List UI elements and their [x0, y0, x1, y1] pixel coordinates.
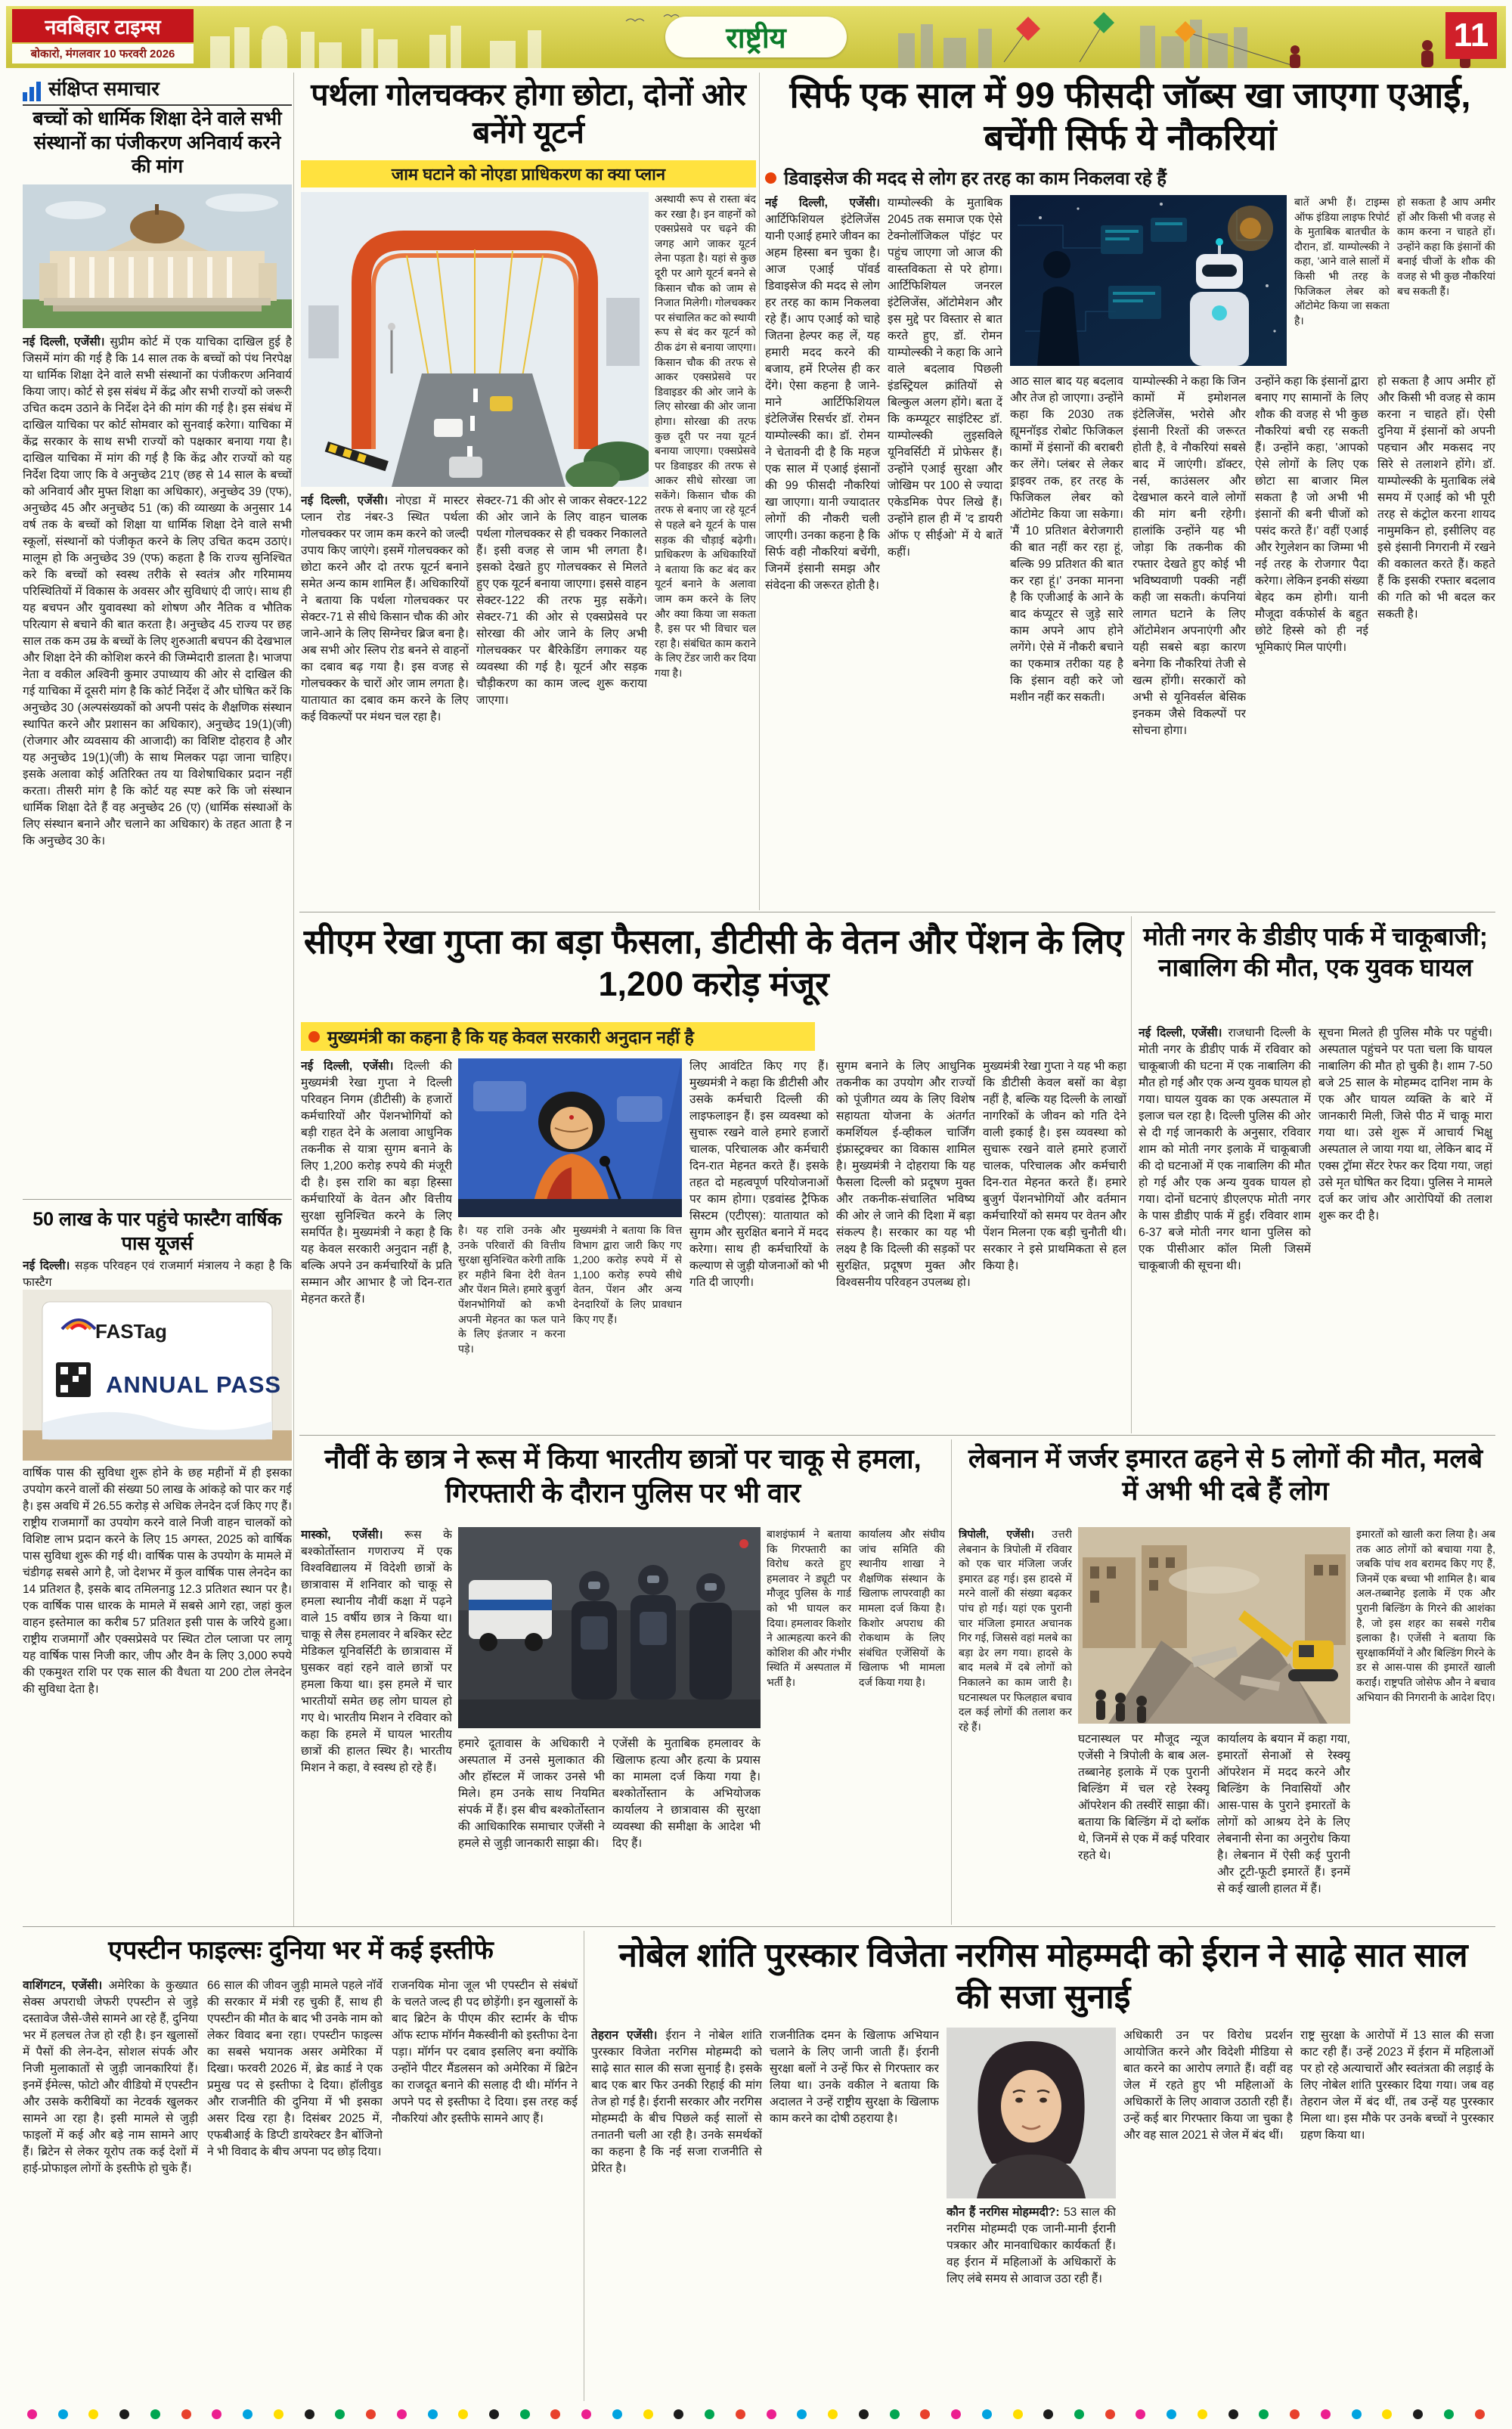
- color-dot: [890, 2409, 900, 2419]
- narges-mohammadi-photo: [947, 2028, 1116, 2198]
- column-rule: [1131, 916, 1132, 1433]
- nobel-col-3: [947, 2204, 1116, 2396]
- color-dot: [705, 2409, 714, 2419]
- nobel-col-4: अधिकारी उन पर विरोध प्रदर्शन आयोजित करने और विदेशी मीडिया से बात करने का आरोप लगाते हैं। वहीं वह जेल में रहते हुए भी महिलाओं के अधिकारों के लिए आवाज उठाती रही हैं। उन्हें कई बार गिरफ्तार किया जा चुका है और वह साल 2021 से जेल में बंद थीं।: [1123, 2029, 1293, 2142]
- nobel-col-2: राजनीतिक दमन के खिलाफ अभियान चलाने के लिए जानी जाती हैं। ईरानी सुरक्षा बलों ने उन्हें फिर से गिरफ्तार कर लिया था। उनके वकील ने बताया कि अदालत ने उन्हें राष्ट्रीय सुरक्षा के खिलाफ काम करने का दोषी ठहराया है।: [770, 2029, 939, 2125]
- ai-col-right-2: हो सकता है आप अमीर हों और किसी भी वजह से काम करना न चाहते हों। उन्होंने कहा कि इंसानों की बनाई चीजों के शौक की वजह से भी कुछ नौकरियां बच सकती हैं।: [1397, 196, 1495, 297]
- lebanon-col-2: घटनास्थल पर मौजूद न्यूज एजेंसी ने त्रिपोली के बाब अल-तब्बानेह इलाके में एक पुरानी बिल्डिंग में चल रहे रेस्क्यू ऑपरेशन की तस्वीरें साझा कीं। बताया कि बिल्डिंग में दो ब्लॉक थे, जिनमें से एक में कई परिवार रहते थे।: [1078, 1733, 1210, 1862]
- dtc-col-2: है। यह राशि उनके और उनके परिवारों की वित्तीय सुरक्षा सुनिश्चित करेगी ताकि हर महीने बिना देरी वेतन और पेंशन मिले। हमारे बुजुर्ग पेंशनभोगियों को कभी अपनी मेहनत का फल पाने के लिए इंतजार न करना पड़े।: [458, 1224, 565, 1355]
- ai-col-5: उन्होंने कहा कि इंसानों द्वारा बनाए गए सामानों के लिए शौक की वजह से भी कुछ नौकरियां बची रह सकती हैं। उन्होंने कहा, 'आपको ऐसे लोगों के लिए एक छोटा सा बाजार मिल सकता है जो अभी भी इंसानों की बनी चीजों को पसंद करते हैं।' वहीं एआई और रेगुलेशन का जिम्मा भी नई तरह के रोजगार पैदा करेगा। लेकिन इनकी संख्या बेहद कम होगी। यानी मौजूदा वर्कफोर्स के बहुत छोटे हिस्से को ही नई भूमिकाएं मिल पाएंगी।: [1255, 375, 1368, 654]
- color-dot: [1352, 2409, 1362, 2419]
- print-registration-dots: [27, 2409, 1485, 2419]
- bullet-icon: [765, 172, 776, 184]
- fastag-brand-text: FASTag: [95, 1320, 167, 1343]
- section-title: राष्ट्रीय: [665, 17, 847, 57]
- subhead-text: जाम घटाने को नोएडा प्राधिकरण का क्या प्लान: [391, 165, 666, 184]
- briefs-article-2-body: वार्षिक पास की सुविधा शुरू होने के छह महीनों में ही इसका उपयोग करने वालों की संख्या 50 लाख के आंकड़े को पार कर गई है। इस अवधि में 26.55 करोड़ से अधिक लेनदेन दर्ज किए गए हैं। राष्ट्रीय राजमार्गों का उपयोग करने वाले निजी वाहन चालकों को विशिष्ट लाभ प्रदान करने के लिए 15 अगस्त, 2025 को वार्षिक पास सुविधा शुरू की गई थी। वार्षिक पास के उपयोग के मामले में चंडीगढ़ सबसे आगे है, जो देशभर में कुल वार्षिक पास लेनदेन का 14 प्रतिशत है, इसके बाद तमिलनाडु 12.3 प्रतिशत स्थान पर है। एक वार्षिक पास धारक के मामले में सबसे आगे रहा, जहां कुल वाहन इस्तेमाल का करीब 57 प्रतिशत इसी पास के जरिये हुआ। राष्ट्रीय राजमार्गों और एक्सप्रेसवे पर स्थित टोल प्लाजा पर लागू यह वार्षिक पास निजी कार, जीप और वैन के लिए 3,000 रुपये की एकमुश्त राशि पर एक साल की वैधता या 200 टोल लेनदेन की सुविधा देता है।: [23, 1467, 292, 1696]
- color-dot: [1136, 2409, 1145, 2419]
- color-dot: [797, 2409, 807, 2419]
- color-dot: [1413, 2409, 1423, 2419]
- color-dot: [1475, 2409, 1485, 2419]
- edition-dateline: बोकारो, मंगलवार 10 फरवरी 2026: [12, 44, 194, 64]
- color-dot: [119, 2409, 129, 2419]
- dtc-subhead: [301, 1022, 815, 1051]
- briefs-section-header: [23, 74, 292, 106]
- dateline: नई दिल्ली।: [23, 1259, 70, 1272]
- body-text: रूस के बश्कोर्तोस्तान गणराज्य में एक विश्वविद्यालय में विदेशी छात्रों के छात्रावास में शनिवार को चाकू से हमला स्थानीय नौवीं कक्षा में पढ़ने वाले 15 वर्षीय छात्र ने किया था। चाकू से लैस हमलावर ने बश्किर स्टेट मेडिकल यूनिवर्सिटी के छात्रावास में घुसकर वहां रहने वाले छात्रों पर हमला किया था। इस हमले में चार भारतीयों समेत छह लोग घायल हो गए थे। भारतीय मिशन ने रविवार को कहा कि हमले में घायल भारतीय छात्रों की हालत स्थिर है। भारतीय मिशन ने कहा, वे स्वस्थ हो रहे हैं।: [301, 1529, 452, 1774]
- briefs-headline-2: 50 लाख के पार पहुंचे फास्टैग वार्षिक पास यूजर्स: [33, 1209, 282, 1254]
- ai-col-6: हो सकता है आप अमीर हों और किसी भी वजह से काम करना न चाहते हों। ऐसी दुनिया में इंसानों को अपनी पहचान और मकसद नए सिरे से तलाशने होंगे। डॉ. याम्पोल्स्की के मुताबिक लंबे समय में एआई को भी पूरी तरह से कंट्रोल करना शायद नामुमकिन हो, इसीलिए वह इसे इंसानी निगरानी में रखने की वकालत करते हैं। कहते हैं कि इसकी रफ्तार बदलाव की गति को भी बदल कर सकती है।: [1377, 375, 1495, 621]
- column-rule: [293, 73, 294, 1926]
- section-rule: [299, 1435, 1495, 1436]
- color-dot: [397, 2409, 407, 2419]
- body-text: ईरान ने नोबेल शांति पुरस्कार विजेता नरगिस मोहम्मदी को साढ़े सात साल की सजा सुनाई है। इसके बाद एक बार फिर उनकी रिहाई की मांग तेज हो गई है। ईरानी सरकार और नरगिस मोहम्मदी के बीच पिछले कई सालों से तनातनी चली आ रही है। उनके समर्थकों का कहना है कि नई सजा राजनीति से प्रेरित है।: [591, 2029, 762, 2175]
- lebanon-col-3: कार्यालय के बयान में कहा गया, इमारतों सेनाओं से रेस्क्यू ऑपरेशन में मदद करने और बिल्डिंग के निवासियों और आस-पास के पुराने इमारतों के लोगों को आश्रय देने के लिए लेबनानी सेना का अनुरोध किया है। लेबनान में ऐसी कई पुरानी और टूटी-फूटी इमारतें हैं। इनमें से कई खाली हालत में हैं।: [1217, 1733, 1350, 1895]
- color-dot: [674, 2409, 683, 2419]
- dtc-col-3: मुख्यमंत्री ने बताया कि वित्त विभाग द्वारा जारी किए गए 1,200 करोड़ रुपये में से 1,100 करोड़ रुपये सीधे वेतन, पेंशन और अन्य देनदारियों के लिए प्रावधान किए गए हैं।: [573, 1224, 682, 1325]
- briefs-bars-icon: [23, 82, 41, 101]
- epstein-headline: एपस्टीन फाइल्सः दुनिया भर में कई इस्तीफे: [108, 1936, 494, 1965]
- color-dot: [27, 2409, 37, 2419]
- color-dot: [736, 2409, 745, 2419]
- color-dot: [274, 2409, 284, 2419]
- ai-robot-photo: [1010, 195, 1287, 366]
- ai-col-4: याम्पोल्स्की ने कहा कि जिन कामों में इमोशनल इंटेलिजेंस, भरोसे और इंसानी रिश्तों की जरूरत होती है, वे नौकरियां सबसे बाद में जाएंगी। डॉक्टर, नर्स, काउंसलर और देखभाल करने वाले लोगों की मांग बनी रहेगी। हालांकि उन्होंने यह भी जोड़ा कि तकनीक की रफ्तार देखते हुए कोई भी भविष्यवाणी पक्की नहीं कही जा सकती। कंपनियां लागत घटाने के लिए ऑटोमेशन अपनाएंगी और यही सबसे बड़ा कारण बनेगा कि नौकरियां तेजी से खत्म होंगी। सरकारों को अभी से यूनिवर्सल बेसिक इनकम जैसे विकल्पों पर सोचना होगा।: [1132, 375, 1246, 737]
- ai-col-1: [765, 195, 880, 909]
- dtc-col-5: सुगम बनाने के लिए आधुनिक तकनीक का उपयोग और राज्यों को पूंजीगत व्यय के लिए विशेष सहायता योजना के अंतर्गत कमर्शियल ई-व्हीकल चार्जिंग इंफ्रास्ट्रक्चर का विकास शामिल है। मुख्यमंत्री ने दोहराया कि यह फैसला दिल्ली को प्रदूषण मुक्त और तकनीक-संचालित भविष्य की ओर ले जाने की दिशा में बड़ा संकल्प है। सरकार का यह भी लक्ष्य है कि दिल्ली की सड़कों पर सुरक्षित, प्रदूषण मुक्त और विश्वसनीय परिवहन उपलब्ध हो।: [836, 1060, 975, 1289]
- color-dot: [1013, 2409, 1023, 2419]
- body-text: आर्टिफिशियल इंटेलिजेंस यानी एआई हमारे जीवन का अहम हिस्सा बन चुका है। आज एआई पॉवर्ड डिवाइसेज की मदद से लोग हर तरह का काम निकलवा रहे हैं। आप एआई को चाहे जितना हेल्पर कह लें, यह हमारी मदद करने की बजाय, हमें रिप्लेस ही कर देंगे। ऐसा कहना है जाने-माने आर्टिफिशियल इंटेलिजेंस रिसर्चर डॉ. रोमन याम्पोल्स्की का। डॉ. रोमन ने चेतावनी दी है कि महज एक साल में एआई इंसानों की 99 फीसदी नौकरियां खा जाएगा। यानी ज्यादातर लोगों की नौकरी चली जाएगी। उनका कहना है कि सिर्फ वही नौकरियां बचेंगी, जिनमें इंसानी समझ और संवेदना की जरूरत होती है।: [765, 213, 880, 592]
- color-dot: [1043, 2409, 1053, 2419]
- color-dot: [489, 2409, 499, 2419]
- newspaper-logo: नवबिहार टाइम्स: [12, 9, 194, 42]
- supreme-court-photo: [23, 184, 292, 328]
- color-dot: [643, 2409, 653, 2419]
- parthala-headline: पर्थला गोलचक्कर होगा छोटा, दोनों ओर बनेंगे यूटर्न: [311, 77, 746, 150]
- lebanon-rubble-photo: [1078, 1527, 1350, 1724]
- dateline: मास्को, एजेंसी।: [301, 1529, 383, 1541]
- color-dot: [1167, 2409, 1176, 2419]
- body-text: अमेरिका के कुख्यात सेक्स अपराधी जेफरी एपस्टीन से जुड़े दस्तावेज जैसे-जैसे सामने आ रहे हैं, दुनिया भर में हलचल तेज हो रही है। इन खुलासों में पैसों की लेन-देन, सोशल संपर्क और निजी मुलाकातों से जुड़ी जानकारियां हैं। इनमें ईमेल्स, फोटो और वीडियो में एपस्टीन और उसके करीबियों का नेटवर्क खुलकर सामने आ रहा है। इसी मामले से जुड़ी फाइलों में कई और बड़े नाम सामने आए हैं। ब्रिटेन से लेकर यूरोप तक कई देशों में हाई-प्रोफाइल लोगों के इस्तीफे हो चुके हैं।: [23, 1979, 198, 2175]
- dateline: तेहरान एजेंसी।: [591, 2029, 658, 2042]
- who-is-label: कौन हैं नरगिस मोहम्मदी?:: [947, 2206, 1060, 2219]
- color-dot: [1259, 2409, 1269, 2419]
- color-dot: [920, 2409, 930, 2419]
- color-dot: [1290, 2409, 1300, 2419]
- body-text: सुप्रीम कोर्ट में एक याचिका दाखिल हुई है जिसमें मांग की गई है कि 14 साल तक के बच्चों को पंथ निरपेक्ष या धार्मिक शिक्षा देने वाले सभी संस्थानों का पंजीकरण अनिवार्य किया जाए। कोर्ट से इस संबंध में केंद्र और सभी राज्यों को जरूरी उचित कदम उठाने के निर्देश देने की मांग की गई है। इस संबंध में दाखिल याचिका पर कोर्ट सोमवार को सुनवाई करेगा। याचिका में केंद्र सरकार के साथ सभी राज्यों को पक्षकार बनाया गया है। दाखिल याचिका में मांग की गई है कि केंद्र और राज्यों को यह निर्देश दिया जाए कि वे अनुच्छेद 21ए (छह से 14 साल के बच्चों को अनिवार्य और मुफ्त शिक्षा का अधिकार), अनुच्छेद 39 (एफ), अनुच्छेद 45 और अनुच्छेद 51 (क) की व्याख्या के अनुसार 14 वर्ष तक के बच्चों को शिक्षा या धार्मिक शिक्षा देने वाले सभी स्कूलों, संस्थानों को पंजीकृत करने के लिए उचित कदम उठाएं। मालूम हो कि अनुच्छेद 39 (एफ) कहता है कि राज्य सुनिश्चित करे कि बच्चों को स्वस्थ तरीके से स्वतंत्र और गरिमामय परिस्थितियों में विकास के अवसर और सुविधाएं दी जाएं। साथ ही यह बचपन और युवावस्था को शोषण और नैतिक व भौतिक परित्याग से बचाने की बात करता है। अनुच्छेद 45 राज्य पर छह साल तक कम उम्र के बच्चों के लिए शुरुआती बचपन की देखभाल और शिक्षा देने की कोशिश करने की जिम्मेदारी डालता है। भाजपा नेता व वकील अश्विनी कुमार उपाध्याय की ओर से दाखिल की गई याचिका में दूसरी मांग है कि कोर्ट निर्देश दें और घोषित करें कि अनुच्छेद 30 (अल्पसंख्यकों को अपनी पसंद के शैक्षणिक संस्थान स्थापित करने और प्रशासन का अधिकार), अनुच्छेद 19(1)(जी) (रोजगार और व्यवसाय की आजादी) का विशिष्ट दोहराव है और यह अनुच्छेद 19(1)(जी) के साथ मिलकर पढ़ा जाना चाहिए। इसके अलावा कोई अतिरिक्त तय या विशेषाधिकार प्रदान नहीं करता। तीसरी मांग है कि कोर्ट यह स्पष्ट करे कि जो संस्थान धार्मिक शिक्षा देते हैं वह अनुच्छेद 26 (ए) (धार्मिक संस्थाओं के लिए संस्थान बनाने और चलाने का अधिकार) के तहत आता है न कि अनुच्छेद 30 के।: [23, 336, 292, 847]
- color-dot: [550, 2409, 560, 2419]
- ai-subhead: [765, 165, 1495, 191]
- color-dot: [181, 2409, 191, 2419]
- russia-col-right-2: कार्यालय और संघीय जांच समिति की स्थानीय शाखा ने शैक्षणिक संस्थान के खिलाफ लापरवाही का मामला दर्ज किया है। किशोर अपराध की रोकथाम के लिए संबंधित एजेंसियों के खिलाफ भी मामला दर्ज किया गया है।: [859, 1528, 945, 1688]
- russia-col-right-1: बाशइंफार्म ने बताया कि गिरफ्तारी का विरोध करते हुए हमलावर ने ड्यूटी पर मौजूद पुलिस के गार्ड को भी घायल कर दिया। हमलावर किशोर ने आत्महत्या करने की कोशिश की और गंभीर स्थिति में अस्पताल में भर्ती है।: [767, 1528, 851, 1688]
- dateline: वाशिंगटन, एजेंसी।: [23, 1979, 103, 1992]
- color-dot: [581, 2409, 591, 2419]
- color-dot: [1382, 2409, 1392, 2419]
- fastag-pass-text: ANNUAL PASS: [106, 1371, 282, 1398]
- color-dot: [1321, 2409, 1331, 2419]
- nobel-col-1: [591, 2028, 762, 2396]
- dateline: नई दिल्ली, एजेंसी।: [765, 197, 880, 209]
- lebanon-headline: लेबनान में जर्जर इमारत ढहने से 5 लोगों की मौत, मलबे में अभी भी दबे हैं लोग: [968, 1444, 1483, 1507]
- parthala-col-2: सेक्टर-71 की ओर से जाकर सेक्टर-122 की ओर जाने के लिए वाहन चालक पर्थला गोलचक्कर से ही चक्कर निकालते हैं। इसी वजह से जाम भी लगता है। इसको देखते हुए गोलचक्कर से मिलते हुए एक यूटर्न बनाया जाएगा। इससे वाहन सेक्टर-122 की तरफ मुड़ सकेंगे। सेक्टर-71 की ओर से एक्सप्रेसवे पर सोरखा की ओर जाने के लिए अभी गोलचक्कर पर बैरिकेडिंग लगाकर यह व्यवस्था की गई है। यूटर्न और सड़क चौड़ीकरण का काम जल्द शुरू कराया जाएगा।: [476, 494, 647, 707]
- briefs-headline-1: बच्चों को धार्मिक शिक्षा देने वाले सभी संस्थानों का पंजीकरण अनिवार्य करने की मांग: [33, 108, 282, 177]
- cm-rekha-gupta-photo: [458, 1058, 682, 1217]
- motinagar-col-2: सूचना मिलते ही पुलिस मौके पर पहुंची। अस्पताल पहुंचने पर पता चला कि घायल नाबालिग की मौत हो चुकी है। शाम 7-50 बजे 25 साल के मोहम्मद दानिश नाम के एक और घायल व्यक्ति के बारे में जानकारी मिली, जिसे पीठ में चाकू मारा गया था। उसे शुरू में आचार्य भिक्षु अस्पताल ले जाया गया था, लेकिन बाद में एक्स ट्रॉमा सेंटर रेफर कर दिया गया, जहां उसे मृत घोषित कर दिया। पुलिस ने मामले दर्ज कर जांच और आरोपियों की तलाश शुरू कर दी है।: [1318, 1027, 1492, 1222]
- subhead-text: मुख्यमंत्री का कहना है कि यह केवल सरकारी अनुदान नहीं है: [327, 1027, 694, 1047]
- russia-col-1: [301, 1527, 452, 1923]
- nobel-headline: नोबेल शांति पुरस्कार विजेता नरगिस मोहम्मदी को ईरान ने साढ़े सात साल की सजा सुनाई: [618, 1937, 1468, 2015]
- color-dot: [767, 2409, 776, 2419]
- ai-col-3: आठ साल बाद यह बदलाव और तेज हो जाएगा। उन्होंने कहा कि 2030 तक ह्यूमनॉइड रोबोट फिजिकल कामों में इंसानों की बराबरी कर लेंगे। प्लंबर से लेकर ड्राइवर तक, हर तरह के फिजिकल लेबर को ऑटोमेट किया जा सकेगा। 'मैं 10 प्रतिशत बेरोजगारी की बात नहीं कर रहा हूं, बल्कि 99 प्रतिशत की बात कर रहा हूं।' उनका मानना है कि एजीआई के आने के बाद कंप्यूटर से जुड़े सारे काम अपने आप होने लगेंगे। ऐसे में नौकरी बचाने का एकमात्र तरीका यह है कि इंसान वही करे जो मशीन नहीं कर सकती।: [1010, 375, 1123, 704]
- color-dot: [58, 2409, 68, 2419]
- dtc-col-6: मुख्यमंत्री रेखा गुप्ता ने यह भी कहा कि डीटीसी केवल बसों का बेड़ा नहीं है, बल्कि यह दिल्ली के लाखों नागरिकों के जीवन को गति देने वाली इकाई है। इस व्यवस्था को सुचारू रखने वाले हमारे हजारों चालक, परिचालक और कर्मचारी दिन-रात मेहनत करते हैं। हमारे बुजुर्ग पेंशनभोगियों और वर्तमान कर्मचारियों को समय पर वेतन और पेंशन मिलना एक बड़ी चुनौती थी। सरकार ने इसे प्राथमिकता से हल किया है।: [983, 1060, 1126, 1272]
- color-dot: [951, 2409, 961, 2419]
- parthala-subhead: [301, 160, 756, 187]
- russia-col-3: एजेंसी के मुताबिक हमलावर के खिलाफ हत्या और हत्या के प्रयास का मामला दर्ज किया गया है। बश्कोर्तोस्तान के अभियोजक कार्यालय ने छात्रावास की सुरक्षा व्यवस्था की समीक्षा के आदेश भी दिए हैं।: [612, 1737, 761, 1850]
- motinagar-headline: मोती नगर के डीडीए पार्क में चाकूबाजी; नाबालिग की मौत, एक युवक घायल: [1143, 922, 1488, 982]
- color-dot: [520, 2409, 530, 2419]
- lebanon-col-1: [959, 1527, 1072, 1923]
- color-dot: [1105, 2409, 1115, 2419]
- dtc-col-4: लिए आवंटित किए गए हैं। मुख्यमंत्री ने कहा कि डीटीसी और उसके कर्मचारी दिल्ली की लाइफलाइन हैं। इस व्यवस्था को सुचारू रखने वाले हमारे हजारों चालक, परिचालक और कर्मचारी दिन-रात मेहनत करते हैं। इसके तहत दो महत्वपूर्ण परियोजनाओं पर काम होगा। एडवांस्ड ट्रैफिक सिस्टम (एटीएस): यातायात को सुगम और सुरक्षित बनाने में मदद करेगा। साथ ही कर्मचारियों के कल्याण से जुड़ी योजनाओं को भी गति दी जाएगी।: [689, 1060, 829, 1289]
- dtc-col-1: [301, 1058, 452, 1430]
- color-dot: [1444, 2409, 1454, 2419]
- masthead-strip: [6, 6, 1506, 68]
- briefs-section-title: संक्षिप्त समाचार: [48, 77, 160, 100]
- briefs-article-2-lead: [23, 1258, 292, 1288]
- ai-col-2: याम्पोल्स्की के मुताबिक 2045 तक समाज एक ऐसे टेक्नोलॉजिकल पॉइंट पर पहुंच जाएगा जो आज की वास्तविकता से परे होगा। आर्टिफिशियल जनरल इंटेलिजेंस, ऑटोमेशन और इस मुद्दे पर विस्तार से बात करते हुए, डॉ. रोमन याम्पोल्स्की ने कहा कि आने वाले बदलाव पिछली इंडस्ट्रियल क्रांतियों से बिल्कुल अलग होंगे। बता दें कि कम्प्यूटर साइंटिस्ट डॉ. याम्पोल्स्की लुइसविले यूनिवर्सिटी में प्रोफेसर हैं। उन्होंने एआई सुरक्षा और जोखिम पर 100 से ज्यादा एकेडमिक पेपर लिखे हैं। उन्होंने हाल ही में 'द डायरी ऑफ ए सीईओ' में ये बातें कहीं।: [888, 197, 1002, 559]
- motinagar-col-1: [1139, 1025, 1311, 1430]
- color-dot: [88, 2409, 98, 2419]
- ai-col-right-1: बातें अभी हैं। टाइम्स ऑफ इंडिया लाइफ रिपोर्ट के मुताबिक बातचीत के दौरान, डॉ. याम्पोल्स्की ने कहा, 'आने वाले सालों में किसी भी तरह के फिजिकल लेबर को ऑटोमेट किया जा सकता है।: [1294, 196, 1390, 327]
- color-dot: [1074, 2409, 1084, 2419]
- dateline: नई दिल्ली, एजेंसी।: [23, 336, 105, 349]
- column-rule: [759, 73, 760, 910]
- color-dot: [243, 2409, 253, 2419]
- fastag-annual-pass-image: [23, 1290, 292, 1461]
- body-text: नोएडा में मास्टर प्लान रोड नंबर-3 स्थित पर्थला गोलचक्कर पर जाम कम करने को जल्दी उपाय किए जाएंगे। इसमें गोलचक्कर को छोटा करने और दो तरफ यूटर्न बनाने समेत अन्य काम शामिल हैं। अधिकारियों ने बताया कि पर्थला गोलचक्कर पर सेक्टर-71 से सीधे किसान चौक की ओर जाने-आने के लिए सिग्नेचर ब्रिज बना है। अब सभी ओर स्लिप रोड बनने से वाहनों का दबाव बढ़ गया है। इस वजह से गोलचक्कर के चारों ओर जाम लगता है। यातायात का दबाव कम करने के लिए कई विकल्पों पर मंथन चल रहा है।: [301, 494, 469, 723]
- epstein-col-3: राजनयिक मोना जूल भी एपस्टीन से संबंधों के चलते जल्द ही पद छोड़ेंगी। इन खुलासों के बाद ब्रिटेन के पीएम कीर स्टार्मर के चीफ ऑफ स्टाफ मॉर्गन मैकस्वीनी को इस्तीफा देना पड़ा। मॉर्गन पर दबाव इसलिए बना क्योंकि उन्होंने पीटर मैंडलसन को अमेरिका में ब्रिटेन का राजदूत बनाने की सलाह दी थी। मॉर्गन ने अपने पद से इस्तीफा दे दिया। इस तरह कई नौकरियां और इस्तीफे सामने आए हैं।: [392, 1979, 578, 2125]
- color-dot: [366, 2409, 376, 2419]
- color-dot: [428, 2409, 438, 2419]
- section-rule: [23, 1926, 1495, 1927]
- color-dot: [612, 2409, 622, 2419]
- russia-col-2: हमारे दूतावास के अधिकारी ने अस्पताल में उनसे मुलाकात की और हॉस्टल में जाकर उनसे भी मिले। हम उनके साथ नियमित संपर्क में हैं। इस बीच बश्कोर्तोस्तान की आधिकारिक समाचार एजेंसी ने हमले से जुड़ी जानकारी साझा की।: [458, 1737, 605, 1850]
- dateline: नई दिल्ली, एजेंसी।: [301, 494, 389, 507]
- color-dot: [212, 2409, 222, 2419]
- column-rule: [951, 1439, 952, 1925]
- body-text: राजधानी दिल्ली के मोती नगर के डीडीए पार्क में रविवार को चाकूबाजी की घटना में एक नाबालिग की मौत हो गई और एक अन्य युवक घायल हो गया। घायल युवक का एक अस्पताल में इलाज चल रहा है। दिल्ली पुलिस की ओर से दी गई जानकारी के अनुसार, रविवार शाम को मोती नगर इलाके में चाकूबाजी की दो घटनाओं में एक नाबालिग की मौत हो गई और एक अन्य युवक घायल हो गया। दोनों घटनाएं डीएलएफ मोती नगर के पास डीडीए पार्क में हुईं। रविवार शाम 6-37 बजे मोती नगर थाना पुलिस को एक पीसीआर कॉल मिली जिसमें चाकूबाजी की सूचना थी।: [1139, 1027, 1311, 1272]
- epstein-col-2: 66 साल की जीवन जुड़ी मामले पहले नॉर्वे की सरकार में मंत्री रह चुकी हैं, साथ ही एपस्टीन की मौत के बाद भी उनके नाम को लेकर विवाद बना रहा। एपस्टीन फाइल्स का सबसे भयानक असर अमेरिका में दिखा। फरवरी 2026 में, ब्रेड कार्ड ने एक प्रमुख पद से इस्तीफा दे दिया। हॉलीवुड और राजनीति की दुनिया में भी इसका असर दिख रहा है। दिसंबर 2025 में, एफबीआई के डिप्टी डायरेक्टर डैन बोंजिनो ने भी विवाद के बीच अपना पद छोड़ दिया।: [207, 1979, 383, 2158]
- color-dot: [1198, 2409, 1207, 2419]
- subhead-text: डिवाइसेज की मदद से लोग हर तरह का काम निकलवा रहे हैं: [784, 168, 1167, 189]
- parthala-col-right: अस्थायी रूप से रास्ता बंद कर रखा है। इन वाहनों को एक्सप्रेसवे पर चढ़ने की जगह आगे जाकर यूटर्न लेना पड़ता है। यहां से कुछ दूरी पर आगे यूटर्न बनने से किसान चौक को जाम से निजात मिलेगी। गोलचक्कर पर संचालित कट को स्थायी रूप से बंद कर यूटर्न को ठीक ढंग से बनाया जाएगा। किसान चौक की तरफ से आकर एक्सप्रेसवे पर डिवाइडर की ओर जाने के लिए सोरखा की ओर जाना होगा। सोरखा की तरफ कुछ दूरी पर नया यूटर्न बनाया जाएगा। एक्सप्रेसवे पर डिवाइडर की तरफ से आकर सीधे सोरखा जा सकेंगे। किसान चौक की तरफ से बनाए जा रहे यूटर्न से पहले बने यूटर्न के पास सड़क की चौड़ाई बढ़ेगी। प्राधिकरण के अधिकारियों ने बताया कि कट बंद कर यूटर्न बनाने के अलावा जाम कम करने के लिए और क्या किया जा सकता है, इस पर भी विचार चल रहा है। संबंधित काम कराने के लिए टेंडर जारी कर दिया गया है।: [655, 193, 756, 679]
- body-text: सड़क परिवहन एवं राजमार्ग मंत्रालय ने कहा है कि फास्टैग: [23, 1259, 292, 1288]
- nobel-col-5: राष्ट्र सुरक्षा के आरोपों में 13 साल की सजा काट रही हैं। उन्हें 2023 में ईरान में महिलाओं पर हो रहे अत्याचारों और स्वतंत्रता की लड़ाई के लिए नोबेल शांति पुरस्कार दिया गया। जब वह तेहरान जेल में बंद थीं, तब उन्हें यह पुरस्कार मिला था। इस मौके पर उनके बच्चों ने पुरस्कार ग्रहण किया था।: [1300, 2029, 1494, 2142]
- color-dot: [828, 2409, 838, 2419]
- section-rule: [23, 1199, 292, 1200]
- parthala-bridge-photo: [301, 192, 649, 487]
- color-dot: [150, 2409, 160, 2419]
- dateline: नई दिल्ली, एजेंसी।: [301, 1060, 394, 1073]
- dtc-headline: सीएम रेखा गुप्ता का बड़ा फैसला, डीटीसी के वेतन और पेंशन के लिए 1,200 करोड़ मंजूर: [303, 922, 1124, 1003]
- parthala-col-1: [301, 493, 469, 909]
- body-text: 53 साल की नरगिस मोहम्मदी एक जानी-मानी ईरानी पत्रकार और मानवाधिकार कार्यकर्ता हैं। वह ईरान में महिलाओं के अधिकारों के लिए लंबे समय से आवाज उठा रही हैं।: [947, 2206, 1116, 2285]
- ai-headline: सिर्फ एक साल में 99 फीसदी जॉब्स खा जाएगा एआई, बचेंगी सिर्फ ये नौकरियां: [789, 75, 1471, 158]
- body-text: उत्तरी लेबनान के त्रिपोली में रविवार को एक चार मंजिला जर्जर इमारत ढह गई। इस हादसे में मरने वालों की संख्या बढ़कर पांच हो गई। यहां एक पुरानी चार मंजिला इमारत अचानक गिर गई, जिससे वहां मलबे का बड़ा ढेर लग गया। हादसे के बाद मलबे में दबे लोगों को निकालने का काम जारी है। घटनास्थल पर फिलहाल बचाव दल कई लोगों की तलाश कर रहे हैं।: [959, 1528, 1072, 1733]
- color-dot: [335, 2409, 345, 2419]
- lebanon-col-right: इमारतों को खाली करा लिया है। अब तक आठ लोगों को बचाया गया है, जबकि पांच शव बरामद किए गए हैं, जिनमें एक बच्चा भी शामिल है। बाब अल-तब्बानेह इलाके में एक और पुरानी बिल्डिंग के गिरने की आशंका है, जो इस शहर का सबसे गरीब इलाका है। एजेंसी ने बताया कि सुरक्षाकर्मियों ने और बिल्डिंग गिरने के डर से आस-पास की इमारतें खाली कराईं। राष्ट्रपति जोसेफ औन ने बचाव अभियान की निगरानी के आदेश दिए।: [1356, 1528, 1495, 1703]
- color-dot: [1228, 2409, 1238, 2419]
- color-dot: [982, 2409, 992, 2419]
- color-dot: [859, 2409, 869, 2419]
- page-number: 11: [1445, 12, 1497, 59]
- color-dot: [305, 2409, 314, 2419]
- body-text: दिल्ली की मुख्यमंत्री रेखा गुप्ता ने दिल्ली परिवहन निगम (डीटीसी) के हजारों कर्मचारियों और पेंशनभोगियों को बड़ी राहत देने के अलावा आधुनिक तकनीक से यात्रा सुगम बनाने के लिए 1,200 करोड़ रुपये की मंजूरी दी है। इस राशि का बड़ा हिस्सा कर्मचारियों के वेतन और वित्तीय सुरक्षा सुनिश्चित करने के लिए समर्पित है। मुख्यमंत्री ने कहा है कि यह केवल सरकारी अनुदान नहीं है, बल्कि अपने उन कर्मचारियों के प्रति सम्मान और आभार है जो दिन-रात मेहनत करते हैं।: [301, 1060, 452, 1306]
- russia-police-photo: [458, 1527, 761, 1728]
- dateline: त्रिपोली, एजेंसी।: [959, 1528, 1034, 1540]
- color-dot: [458, 2409, 468, 2419]
- dateline: नई दिल्ली, एजेंसी।: [1139, 1027, 1222, 1039]
- epstein-col-1: [23, 1978, 198, 2396]
- briefs-article-1-body: [23, 334, 292, 1194]
- bullet-icon: [308, 1031, 320, 1043]
- russia-headline: नौवीं के छात्र ने रूस में किया भारतीय छात्रों पर चाकू से हमला, गिरफ्तारी के दौरान पुलिस पर भी वार: [324, 1443, 922, 1508]
